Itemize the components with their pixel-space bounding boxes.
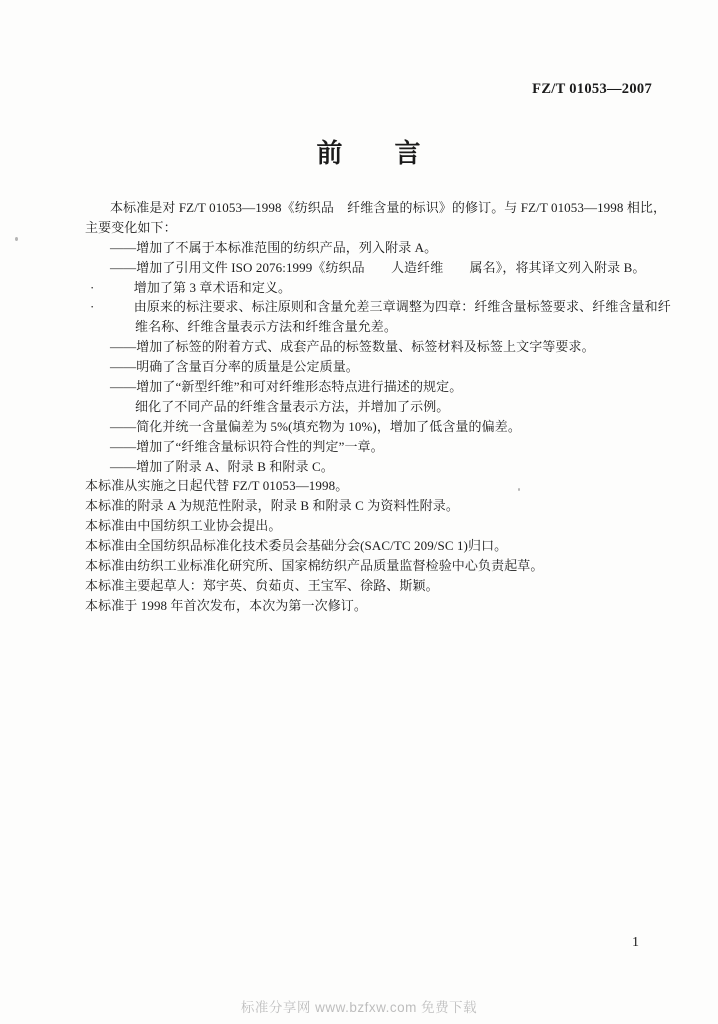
watermark-text: 标准分享网 www.bzfxw.com 免费下载: [240, 1000, 478, 1015]
text-line: 本标准于 1998 年首次发布，本次为第一次修订。: [85, 597, 368, 613]
scan-artifact: [518, 488, 520, 491]
text-line: 主要变化如下：: [85, 219, 177, 235]
text-line: 细化了不同产品的纤维含量表示方法，并增加了示例。: [135, 398, 450, 414]
text-line: ——增加了引用文件 ISO 2076:1999《纺织品 人造纤维 属名》，将其译文列入附录 B。: [110, 259, 646, 275]
scan-artifact: [15, 237, 18, 241]
text-line: 本标准由纺织工业标准化研究所、国家棉纺织产品质量监督检验中心负责起草。: [85, 558, 544, 574]
text-line: 本标准由中国纺织工业协会提出。: [85, 518, 282, 534]
text-line: ——明确了含量百分率的质量是公定质量。: [110, 359, 359, 375]
standard-code: FZ/T 01053—2007: [532, 81, 652, 97]
text-line: · 增加了第 3 章术语和定义。: [90, 279, 292, 295]
text-line: ——增加了不属于本标准范围的纺织产品，列入附录 A。: [110, 239, 438, 255]
text-line: ——增加了“纤维含量标识符合性的判定”一章。: [110, 438, 384, 454]
page-title: 前 言: [316, 139, 421, 168]
text-line: ——增加了“新型纤维”和可对纤维形态特点进行描述的规定。: [110, 379, 463, 395]
text-line: 本标准由全国纺织品标准化技术委员会基础分会(SAC/TC 209/SC 1)归口。: [85, 538, 508, 554]
text-line: ——简化并统一含量偏差为 5%(填充物为 10%)，增加了低含量的偏差。: [110, 418, 521, 434]
text-line: 本标准的附录 A 为规范性附录，附录 B 和附录 C 为资料性附录。: [85, 498, 459, 514]
text-line: 本标准是对 FZ/T 01053—1998《纺织品 纤维含量的标识》的修订。与 FZ/T 01053—1998 相比，: [110, 200, 667, 215]
text-line: 本标准从实施之日起代替 FZ/T 01053—1998。: [85, 478, 349, 494]
text-line: 维名称、纤维含量表示方法和纤维含量允差。: [135, 319, 398, 335]
text-line: ——增加了标签的附着方式、成套产品的标签数量、标签材料及标签上文字等要求。: [110, 339, 595, 355]
text-line: ——增加了附录 A、附录 B 和附录 C。: [110, 458, 334, 474]
text-line: 本标准主要起草人：郑宇英、贠茹贞、王宝军、徐路、斯颖。: [85, 577, 439, 593]
page-number: 1: [632, 935, 639, 950]
text-line: · 由原来的标注要求、标注原则和含量允差三章调整为四章：纤维含量标签要求、纤维含量和纤: [90, 299, 671, 315]
foreword-body: [85, 198, 671, 616]
